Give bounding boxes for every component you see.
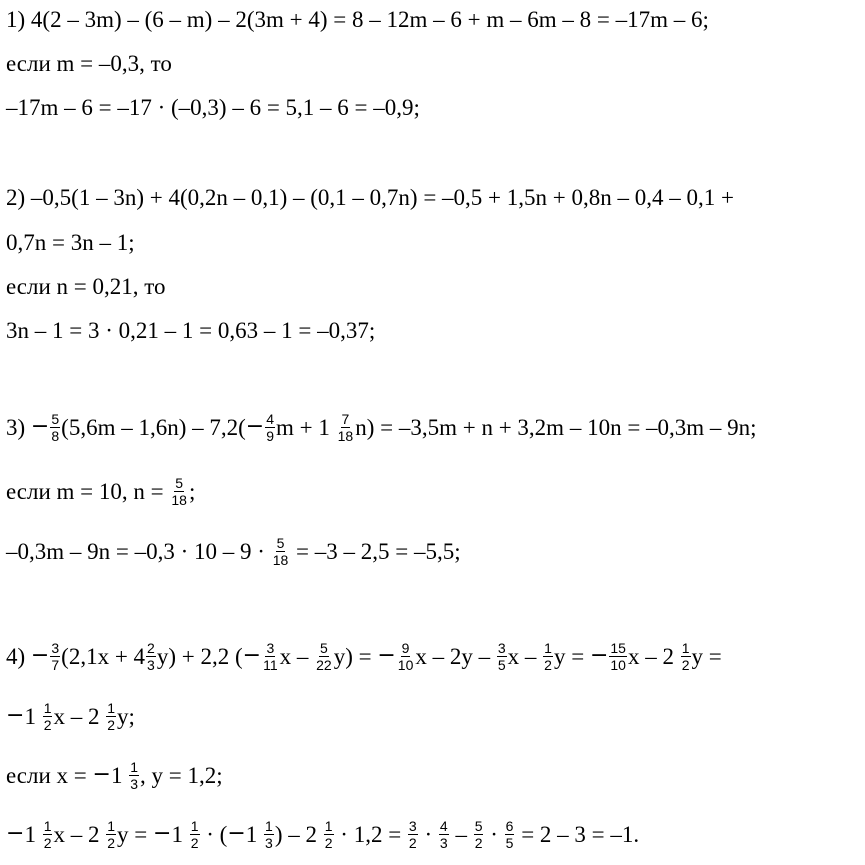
- problem-2-line-3: если n = 0,21, то: [6, 273, 166, 299]
- problem-4-line-3: если x = − 1 $\frac{1}{3}$ , y = 1,2;: [6, 758, 223, 792]
- problem-2-line-1: 2) –0,5(1 – 3n) + 4(0,2n – 0,1) – (0,1 – 0,7n) = –0,5 + 1,5n + 0,8n – 0,4 – 0,1 +: [6, 184, 734, 210]
- fraction: $\frac{1}{2}$: [107, 817, 116, 851]
- fraction: $\frac{3}{5}$: [497, 639, 506, 673]
- problem-1-line-1: 1) 4(2 – 3m) – (6 – m) – 2(3m + 4) = 8 – 12m – 6 + m – 6m – 8 = –17m – 6;: [6, 6, 709, 32]
- problem-2-line-4: 3n – 1 = 3 · 0,21 – 1 = 0,63 – 1 = –0,37;: [6, 317, 376, 343]
- problem-1-line-3: –17m – 6 = –17 · (–0,3) – 6 = 5,1 – 6 = –0,9;: [6, 94, 420, 120]
- fraction: $\frac{4}{3}$: [439, 817, 448, 851]
- problem-4-line-1: 4) − $\frac{3}{7}$ (2,1x + 4 $\frac{2}{3}$ y) + 2,2 ( − $\frac{3}{11}$ x – $\frac{5}{22}$ y) = − $\frac{9}{10}$ x – 2y – $\frac{3}{5}$ x – $\frac{1}{2}$ y = − $\frac{15}{10}$ x – 2 $\frac{1}{2}$ y =: [6, 639, 722, 673]
- problem-4-line-4: − 1 $\frac{1}{2}$ x – 2 $\frac{1}{2}$ y = − 1 $\frac{1}{2}$ · ( − 1 $\frac{1}{3}$ ) – 2 $\frac{1}{2}$ · 1,2 = $\frac{3}{2}$ · $\frac{4}{3}$ – $\frac{5}{2}$ · $\frac{6}{5}$ = 2 – 3 = –1.: [6, 817, 640, 851]
- fraction: $\frac{5}{2}$: [474, 817, 483, 851]
- fraction: $\frac{1}{2}$: [681, 639, 690, 673]
- fraction: $\frac{3}{2}$: [408, 817, 417, 851]
- fraction: $\frac{5}{18}$: [171, 474, 187, 508]
- fraction: $\frac{1}{2}$: [107, 699, 116, 733]
- problem-3-line-3: –0,3m – 9n = –0,3 · 10 – 9 · $\frac{5}{18}$ = –3 – 2,5 = –5,5;: [6, 534, 461, 568]
- fraction: $\frac{5}{22}$: [316, 639, 332, 673]
- fraction: $\frac{1}{3}$: [130, 758, 138, 792]
- problem-4-line-2: − 1 $\frac{1}{2}$ x – 2 $\frac{1}{2}$ y;: [6, 699, 135, 733]
- fraction: $\frac{1}{2}$: [43, 699, 52, 733]
- fraction: $\frac{3}{7}$: [51, 639, 60, 673]
- fraction: $\frac{1}{2}$: [43, 817, 52, 851]
- fraction: $\frac{3}{11}$: [263, 639, 278, 673]
- fraction: $\frac{15}{10}$: [610, 639, 626, 673]
- problem-1-line-2: если m = –0,3, то: [6, 50, 172, 76]
- fraction: $\frac{6}{5}$: [505, 817, 514, 851]
- problem-3-line-2: если m = 10, n = $\frac{5}{18}$ ;: [6, 474, 196, 508]
- fraction: $\frac{4}{9}$: [266, 410, 275, 444]
- fraction: $\frac{5}{8}$: [51, 410, 60, 444]
- fraction: $\frac{7}{18}$: [337, 410, 354, 444]
- fraction: $\frac{1}{3}$: [265, 817, 273, 851]
- problem-3-line-1: 3) − $\frac{5}{8}$ (5,6m – 1,6n) – 7,2( − $\frac{4}{9}$ m + 1 $\frac{7}{18}$ n) = –3,5m + n + 3,2m – 10n = –0,3m – 9n;: [6, 410, 757, 444]
- fraction: $\frac{5}{18}$: [272, 534, 289, 568]
- fraction: $\frac{2}{3}$: [147, 639, 155, 673]
- problem-2-line-2: 0,7n = 3n – 1;: [6, 229, 135, 255]
- fraction: $\frac{1}{2}$: [190, 817, 199, 851]
- fraction: $\frac{1}{2}$: [544, 639, 552, 673]
- fraction: $\frac{1}{2}$: [324, 817, 333, 851]
- fraction: $\frac{9}{10}$: [397, 639, 414, 673]
